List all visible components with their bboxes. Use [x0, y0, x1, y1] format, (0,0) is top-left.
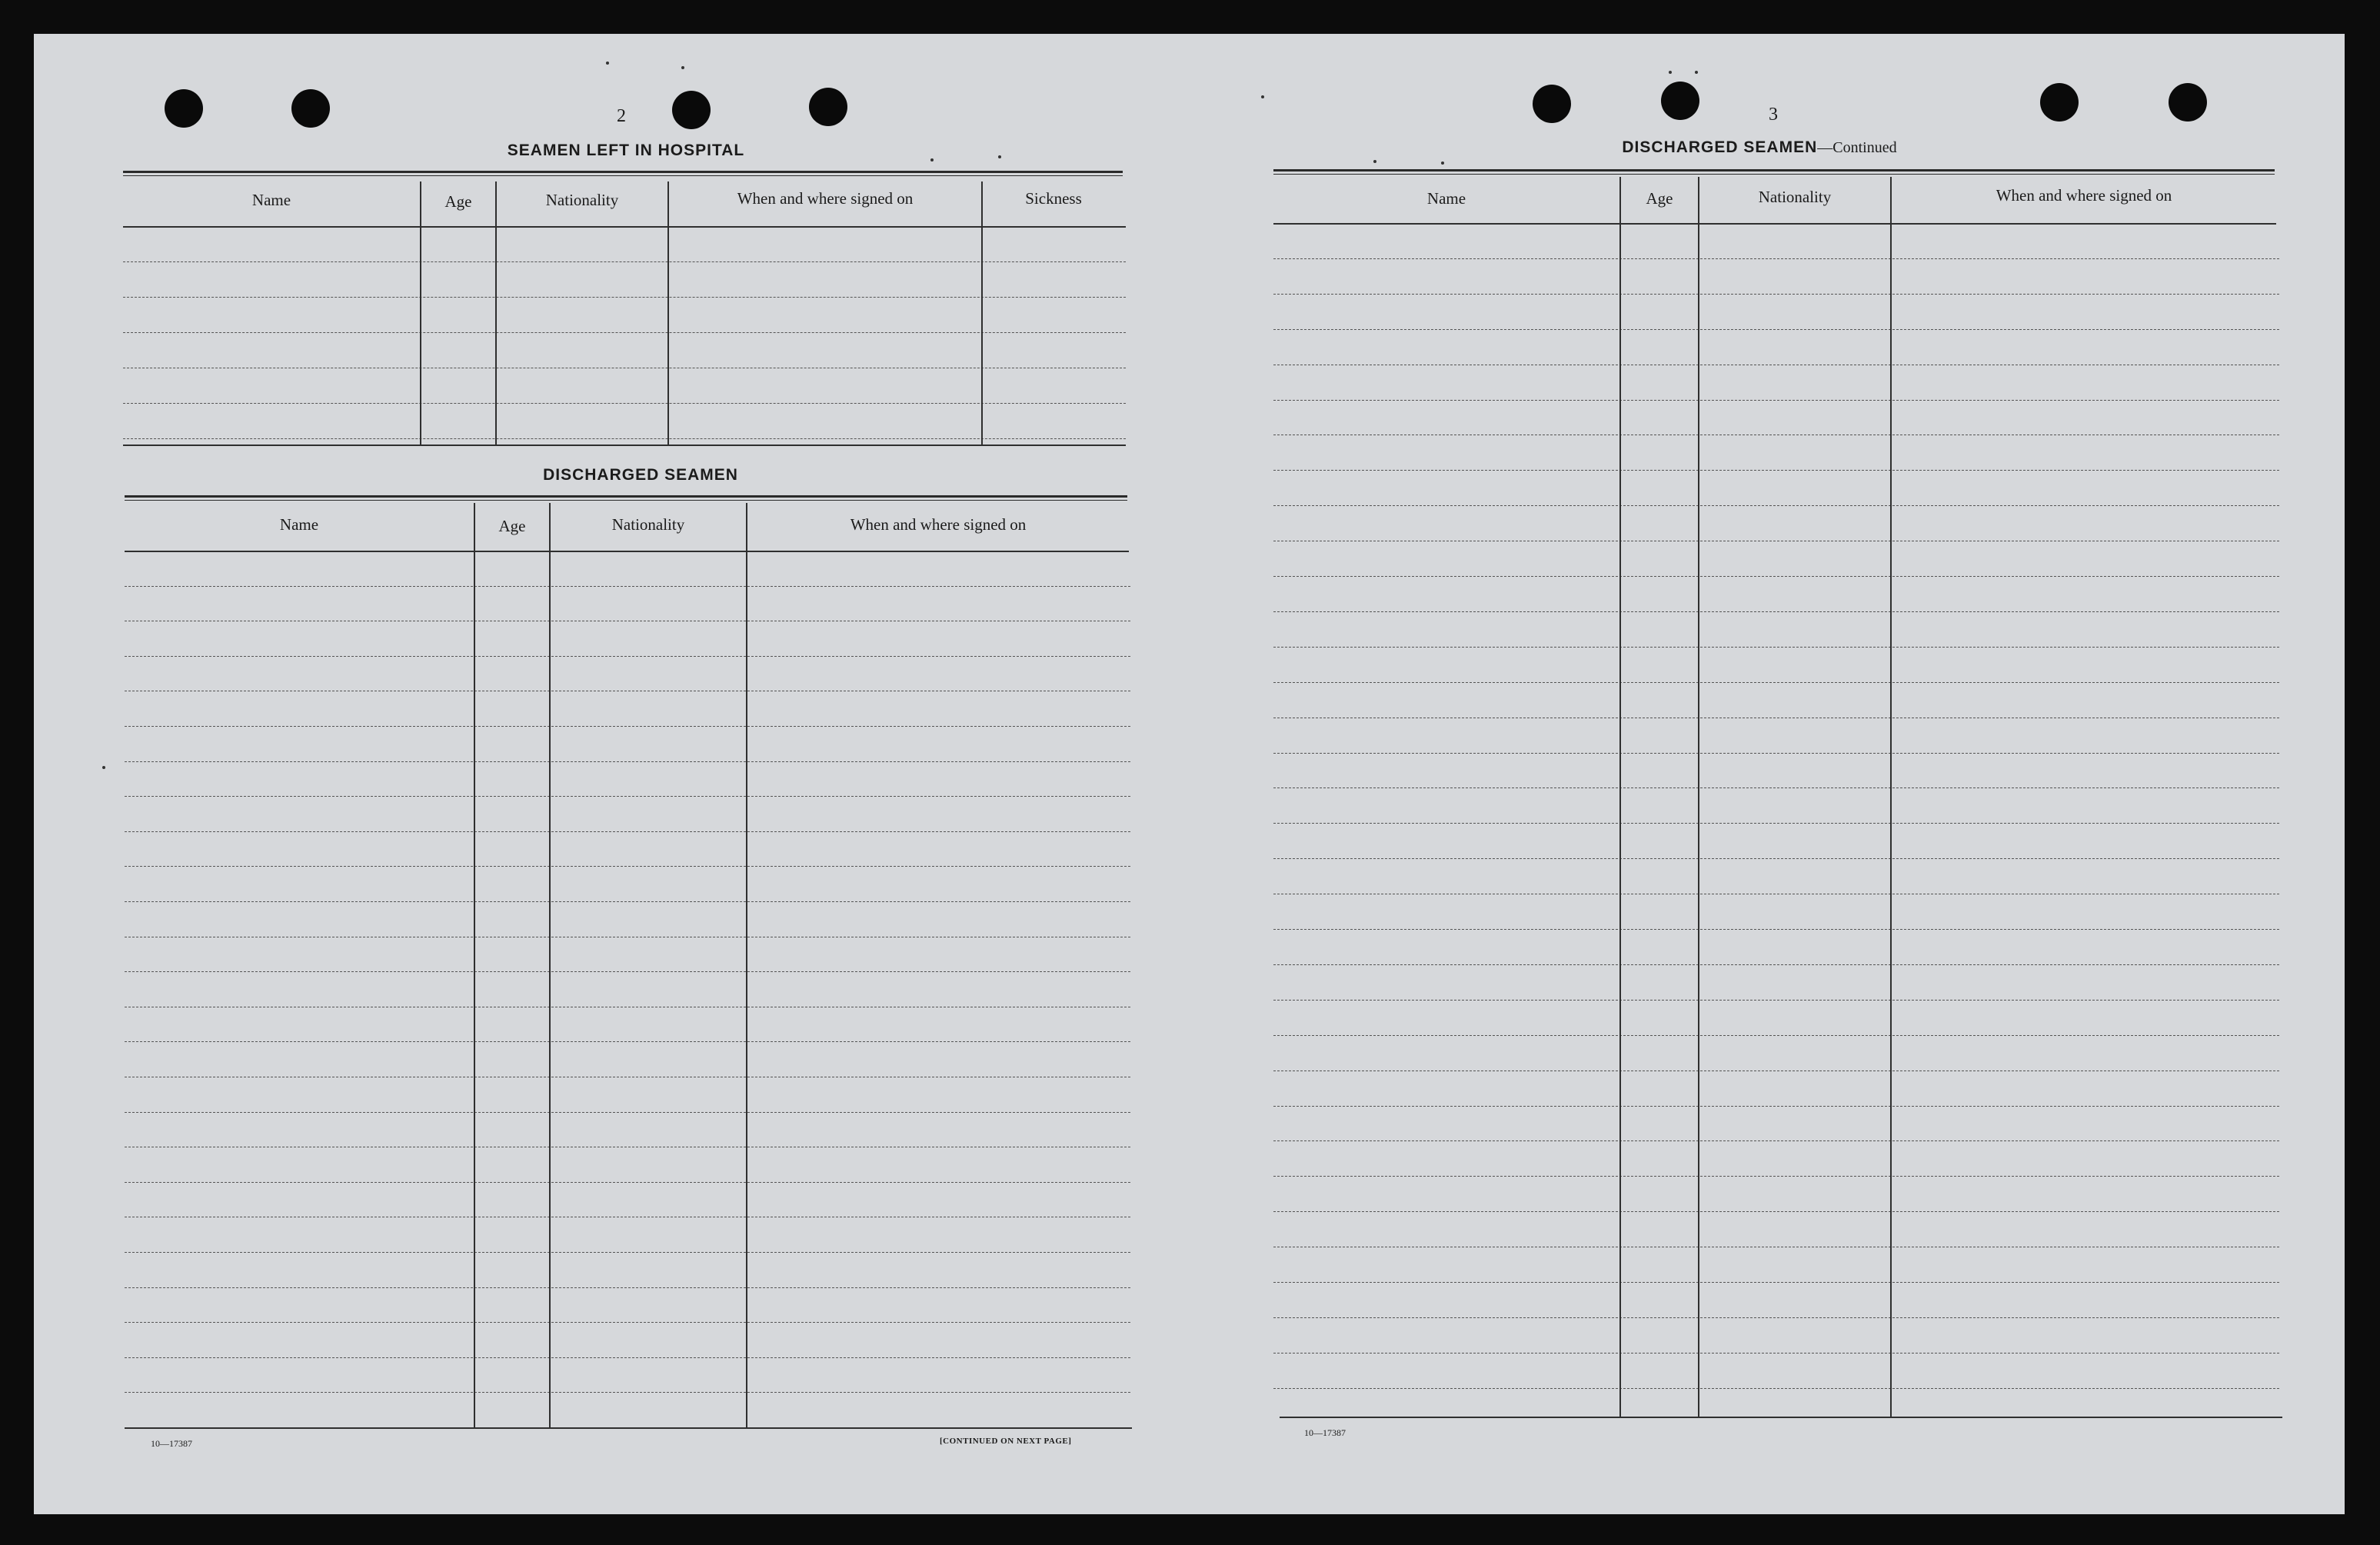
- row-line: [1273, 1353, 2279, 1354]
- punch-hole: [2040, 83, 2079, 122]
- speck: [1373, 160, 1376, 163]
- section-title-discharged-continued: [1275, 138, 2244, 157]
- row-line: [125, 1322, 1130, 1323]
- row-line: [123, 261, 1126, 262]
- row-line: [1273, 682, 2279, 683]
- section-title-suffix: —Continued: [1817, 139, 1897, 156]
- header-nationality: Nationality: [1758, 188, 1832, 206]
- column-divider: [420, 181, 421, 445]
- speck: [606, 62, 609, 65]
- row-line: [1273, 1317, 2279, 1318]
- row-line: [1273, 1106, 2279, 1107]
- row-line: [125, 1392, 1130, 1393]
- header-nationality: Nationality: [545, 191, 619, 209]
- punch-hole: [2169, 83, 2207, 122]
- row-line: [1273, 1140, 2279, 1141]
- speck: [1441, 161, 1444, 165]
- row-line: [1273, 1176, 2279, 1177]
- row-line: [125, 831, 1130, 832]
- continued-note: [CONTINUED ON NEXT PAGE]: [940, 1437, 1072, 1446]
- header-signed-on: When and where signed on: [1996, 186, 2172, 205]
- row-line: [125, 1112, 1130, 1113]
- row-line: [125, 1041, 1130, 1042]
- header-name: Name: [251, 191, 291, 209]
- page-number: 3: [1769, 105, 1778, 125]
- speck: [681, 66, 684, 69]
- punch-hole: [809, 88, 847, 126]
- header-name: Name: [1426, 189, 1466, 208]
- section-title-hospital: SEAMEN LEFT IN HOSPITAL: [507, 142, 745, 159]
- punch-hole: [165, 89, 203, 128]
- row-line: [1273, 576, 2279, 577]
- table-bottom-rule: [125, 1427, 1132, 1429]
- row-line: [125, 586, 1130, 587]
- punch-hole: [1533, 85, 1571, 123]
- header-age: Age: [498, 517, 526, 535]
- row-line: [1273, 858, 2279, 859]
- row-line: [125, 901, 1130, 902]
- header-name: Name: [279, 515, 319, 534]
- row-line: [123, 332, 1126, 333]
- row-line: [1273, 400, 2279, 401]
- punch-hole: [291, 89, 330, 128]
- row-line: [1273, 753, 2279, 754]
- header-age: Age: [1646, 189, 1673, 208]
- double-rule: [123, 171, 1123, 176]
- row-line: [1273, 1000, 2279, 1001]
- row-line: [1273, 294, 2279, 295]
- table-bottom-rule: [1280, 1417, 2282, 1418]
- row-line: [123, 403, 1126, 404]
- row-line: [125, 726, 1130, 727]
- row-line: [1273, 647, 2279, 648]
- row-line: [1273, 1211, 2279, 1212]
- column-divider: [474, 503, 475, 1427]
- speck: [1695, 71, 1698, 74]
- row-line: [125, 656, 1130, 657]
- form-code: 10—17387: [1304, 1427, 1346, 1438]
- section-title-discharged: DISCHARGED SEAMEN: [543, 466, 738, 484]
- header-signed-on: When and where signed on: [850, 515, 1027, 534]
- section-title-text: DISCHARGED SEAMEN: [1622, 138, 1818, 156]
- row-line: [1273, 611, 2279, 612]
- row-line: [1273, 929, 2279, 930]
- row-line: [125, 1252, 1130, 1253]
- row-line: [1273, 470, 2279, 471]
- column-divider: [1619, 177, 1621, 1418]
- row-line: [123, 297, 1126, 298]
- speck: [1261, 95, 1264, 98]
- row-line: [1273, 329, 2279, 330]
- row-line: [1273, 1388, 2279, 1389]
- form-code: 10—17387: [151, 1438, 192, 1449]
- double-rule: [1273, 169, 2275, 175]
- row-line: [123, 438, 1126, 439]
- row-line: [1273, 505, 2279, 506]
- row-line: [125, 1357, 1130, 1358]
- punch-hole: [672, 91, 711, 129]
- double-rule: [125, 495, 1127, 501]
- row-line: [125, 866, 1130, 867]
- column-divider: [495, 181, 497, 445]
- column-divider: [1890, 177, 1892, 1418]
- header-nationality: Nationality: [611, 515, 685, 534]
- column-divider: [1698, 177, 1699, 1418]
- row-line: [125, 796, 1130, 797]
- header-sickness: Sickness: [1025, 189, 1082, 208]
- row-line: [125, 1182, 1130, 1183]
- column-divider: [981, 181, 983, 445]
- row-line: [1273, 1282, 2279, 1283]
- row-line: [1273, 964, 2279, 965]
- speck: [1669, 71, 1672, 74]
- row-line: [1273, 787, 2279, 788]
- header-underline: [1273, 223, 2276, 225]
- row-line: [1273, 258, 2279, 259]
- row-line: [125, 761, 1130, 762]
- header-age: Age: [444, 192, 472, 211]
- row-line: [125, 1287, 1130, 1288]
- row-line: [125, 971, 1130, 972]
- header-underline: [123, 226, 1126, 228]
- page-number: 2: [617, 106, 626, 126]
- header-underline: [125, 551, 1129, 552]
- column-divider: [667, 181, 669, 445]
- row-line: [1273, 1035, 2279, 1036]
- row-line: [1273, 823, 2279, 824]
- table-bottom-rule: [123, 445, 1126, 446]
- punch-hole: [1661, 82, 1699, 120]
- header-signed-on: When and where signed on: [737, 189, 914, 208]
- column-divider: [549, 503, 551, 1427]
- column-divider: [746, 503, 747, 1427]
- speck: [102, 766, 105, 769]
- document-sheet: [34, 34, 2345, 1514]
